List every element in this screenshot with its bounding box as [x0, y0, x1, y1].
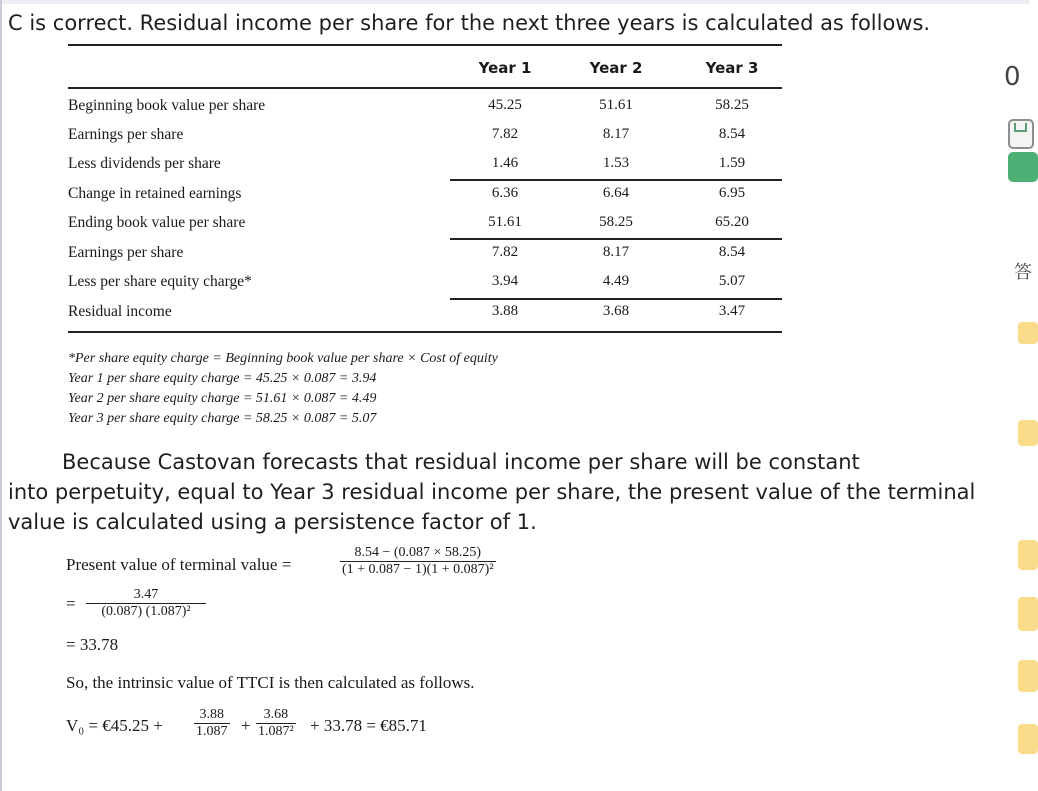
- table-cell: 8.54: [718, 244, 746, 260]
- row-label: Earnings per share: [68, 244, 184, 261]
- so-text: So, the intrinsic value of TTCI is then calculated as follows.: [66, 673, 475, 692]
- footnote: Year 3 per share equity charge = 58.25 × 0.087 = 5.07: [68, 411, 377, 426]
- v0-tail: + 33.78 = €85.71: [310, 716, 427, 735]
- table-top-rule: [68, 44, 782, 46]
- header-year-1: Year 1: [478, 59, 532, 77]
- table-cell: 8.17: [602, 126, 630, 142]
- table-cell: 58.25: [599, 214, 633, 230]
- sidebar-tab[interactable]: [1018, 420, 1038, 446]
- top-rule: [0, 0, 1030, 4]
- subtotal-rule: [450, 298, 782, 300]
- table-cell: 3.88: [491, 303, 519, 319]
- subtotal-rule: [450, 238, 782, 240]
- eq3: = 33.78: [66, 635, 119, 654]
- table-cell: 5.07: [718, 273, 746, 289]
- table-cell: 58.25: [715, 97, 749, 113]
- table-cell: 1.59: [718, 155, 746, 171]
- question-number-fragment: 0: [1004, 62, 1021, 92]
- row-label: Change in retained earnings: [68, 185, 242, 202]
- row-label: Less per share equity charge*: [68, 273, 252, 290]
- pv-denominator: (1 + 0.087 − 1)(1 + 0.087)²: [342, 562, 494, 577]
- row-label: Less dividends per share: [68, 155, 221, 172]
- v0-fraction-1: [194, 707, 230, 740]
- answer-label-fragment: 答: [1014, 262, 1032, 283]
- table-cell: 7.82: [491, 244, 519, 260]
- table-cell: 8.54: [718, 126, 746, 142]
- subtotal-rule: [450, 179, 782, 181]
- header-rule: [68, 87, 782, 89]
- pv-numerator: 8.54 − (0.087 × 58.25): [340, 545, 496, 562]
- left-rule: [0, 0, 2, 791]
- table-cell: 6.95: [718, 185, 746, 201]
- sidebar-tab[interactable]: [1018, 322, 1038, 344]
- v0-label: V₀ = €45.25 +: [66, 716, 163, 735]
- eq2-numerator: 3.47: [86, 587, 206, 604]
- table-cell: 8.17: [602, 244, 630, 260]
- row-label: Residual income: [68, 303, 172, 320]
- table-cell: 3.47: [718, 303, 746, 319]
- v0-plus: +: [241, 716, 251, 735]
- footnote: Year 1 per share equity charge = 45.25 × 0.087 = 3.94: [68, 371, 377, 386]
- table-cell: 65.20: [715, 214, 749, 230]
- eq2-equals: =: [66, 594, 76, 613]
- paragraph-line: value is calculated using a persistence factor of 1.: [8, 510, 537, 534]
- eq2-fraction: [86, 587, 206, 620]
- v0-f2-denominator: 1.087²: [258, 724, 294, 739]
- intro-text: C is correct. Residual income per share for the next three years is calculated as follows.: [8, 11, 931, 35]
- table-cell: 1.46: [491, 155, 519, 171]
- table-cell: 1.53: [602, 155, 630, 171]
- bookmark-icon-inner: [1014, 123, 1027, 132]
- table-cell: 45.25: [488, 97, 522, 113]
- v0-f1-numerator: 3.88: [194, 707, 230, 724]
- green-action-button[interactable]: [1008, 152, 1038, 182]
- paragraph-line: into perpetuity, equal to Year 3 residual income per share, the present value of the terminal: [8, 480, 976, 504]
- table-cell: 6.36: [491, 185, 519, 201]
- eq2-denominator: (0.087) (1.087)²: [101, 604, 191, 619]
- paragraph-line: Because Castovan forecasts that residual income per share will be constant: [62, 450, 860, 474]
- sidebar-tab[interactable]: [1018, 540, 1038, 570]
- table-cell: 51.61: [599, 97, 633, 113]
- header-year-3: Year 3: [705, 59, 759, 77]
- sidebar-tab[interactable]: [1018, 660, 1038, 692]
- v0-f1-denominator: 1.087: [196, 724, 228, 739]
- footnote: *Per share equity charge = Beginning book value per share × Cost of equity: [68, 351, 498, 366]
- v0-fraction-2: [256, 707, 296, 740]
- v0-f2-numerator: 3.68: [256, 707, 296, 724]
- pv-fraction: [340, 545, 496, 578]
- table-cell: 51.61: [488, 214, 522, 230]
- row-label: Ending book value per share: [68, 214, 246, 231]
- header-year-2: Year 2: [589, 59, 643, 77]
- table-cell: 7.82: [491, 126, 519, 142]
- sidebar-tab[interactable]: [1018, 597, 1038, 631]
- table-cell: 6.64: [602, 185, 630, 201]
- table-cell: 4.49: [602, 273, 630, 289]
- table-bottom-rule: [68, 331, 782, 333]
- table-cell: 3.68: [602, 303, 630, 319]
- row-label: Beginning book value per share: [68, 97, 266, 114]
- pv-label: Present value of terminal value =: [66, 555, 292, 574]
- sidebar-tab[interactable]: [1018, 724, 1038, 754]
- table-cell: 3.94: [491, 273, 519, 289]
- row-label: Earnings per share: [68, 126, 184, 143]
- footnote: Year 2 per share equity charge = 51.61 × 0.087 = 4.49: [68, 391, 377, 406]
